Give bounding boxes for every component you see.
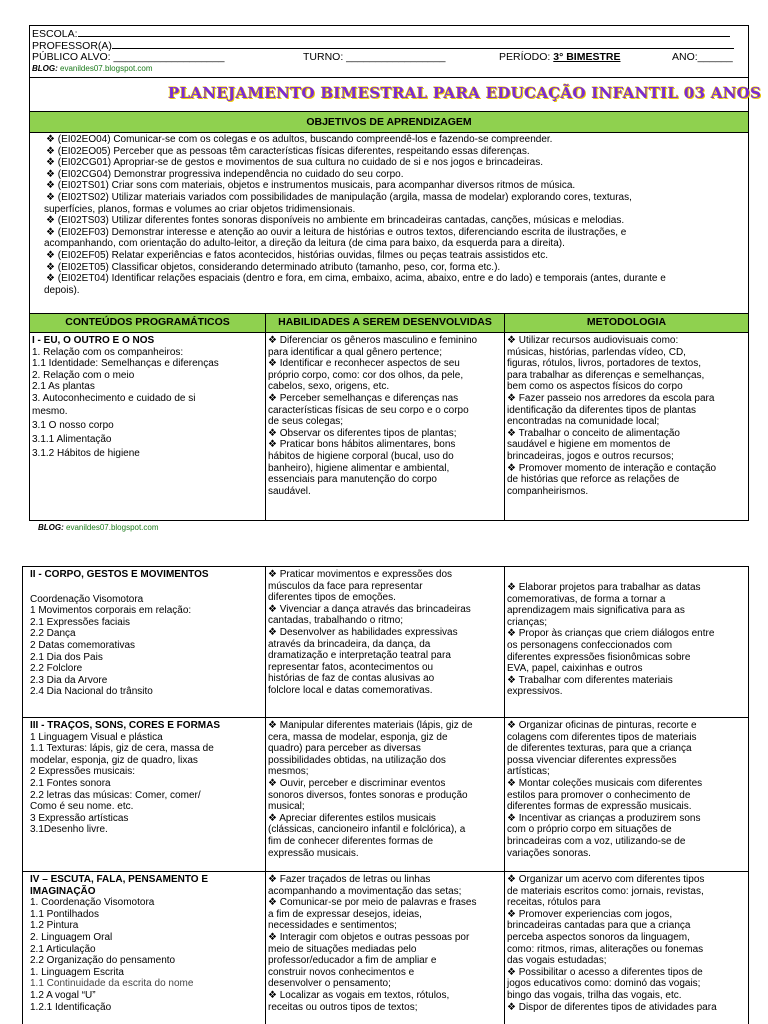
content-line: 3.1.1 Alimentação	[32, 433, 112, 445]
skill-line: ❖ Identificar e reconhecer aspectos de seu	[268, 358, 460, 370]
content-line: modelar, esponja, giz de quadro, lixas	[30, 754, 198, 766]
objective-line: ❖ (EI02EF05) Relatar experiências e fatos acontecidos, histórias ouvidas, filmes ou peças teatrais assistidos etc.	[46, 249, 548, 261]
skill-line: ❖ Manipular diferentes materiais (lápis, giz de	[268, 720, 473, 731]
method-line: ❖ Trabalhar com diferentes materiais	[507, 674, 673, 686]
skill-line: mesmos;	[268, 766, 309, 778]
method-line: possa vivenciar diferentes expressões	[507, 754, 677, 766]
frame-bottom	[29, 520, 749, 521]
teacher-field: PROFESSOR(A)	[32, 39, 734, 52]
method-line: ❖ Montar coleções musicais com diferentes	[507, 777, 703, 789]
method-line: com o próprio corpo em situações de	[507, 824, 672, 836]
method-line: ❖ Trabalhar o conceito de alimentação	[507, 427, 680, 439]
skill-line: ❖ Diferenciar os gêneros masculino e feminino	[268, 335, 478, 346]
method-line: perceba aspectos sonoros da linguagem,	[507, 931, 690, 943]
method-line: artísticas;	[507, 766, 550, 778]
period-value: 3° BIMESTRE	[553, 51, 621, 63]
skill-line: cabelos, sexo, origens, etc.	[268, 381, 390, 393]
row1-skills	[268, 335, 477, 497]
method-line: estilos para promover o conhecimento de	[507, 789, 691, 801]
row4-methodology	[507, 874, 717, 1013]
content-line: 2.3 Dia da Arvore	[30, 674, 108, 686]
method-line: ❖ Possibilitar o acesso a diferentes tipos de	[507, 966, 703, 978]
skill-line: de seus colegas;	[268, 416, 344, 428]
method-line: companheirismos.	[507, 485, 589, 497]
content-line: 2.1 Expressões faciais	[30, 616, 131, 628]
content-line: 1.1 Continuidade da escrita do nome	[30, 978, 194, 990]
content-line: 2.2 Folclore	[30, 663, 83, 675]
skill-line: hábitos de higiene corporal (bucal, uso do	[268, 450, 454, 462]
objective-line: depois).	[44, 284, 80, 296]
row1-contents	[32, 335, 219, 461]
method-line: diferentes expressões fisionômicas sobre	[507, 651, 691, 663]
objective-line: superfícies, planos, formas e volumes ao criar objetos tridimensionais.	[44, 203, 356, 215]
skill-line: através da brincadeira, da dança, da	[268, 638, 431, 650]
content-line: Como é seu nome. etc.	[30, 801, 134, 813]
objectives-heading: OBJETIVOS DE APRENDIZAGEM	[306, 116, 472, 128]
method-line: ❖ Fazer passeio nos arredores da escola para	[507, 392, 715, 404]
skill-line: construir novos conhecimentos e	[268, 966, 415, 978]
row2-skills	[268, 569, 471, 697]
method-line: variações sonoras.	[507, 847, 591, 859]
method-line: crianças;	[507, 616, 548, 628]
content-line	[30, 581, 209, 594]
divider	[29, 77, 749, 78]
method-line: jogos educativos como: dominó das vogais;	[507, 978, 701, 990]
divider	[29, 132, 749, 133]
objective-line: ❖ (EI02TS02) Utilizar materiais variados com possibilidades de manipulação (argila, massa de modelar) explorando cores, texturas,	[46, 191, 632, 203]
frame-left	[29, 25, 30, 521]
method-line: ❖ Dispor de diferentes tipos de atividades para	[507, 1001, 717, 1013]
method-line: como: ritmos, rimas, aliterações ou fonemas	[507, 943, 704, 955]
content-line: 2 Datas comemorativas	[30, 639, 136, 651]
skill-line: ❖ Interagir com objetos e outras pessoas por	[268, 931, 470, 943]
content-line: 1.2.1 Identificação	[30, 1001, 112, 1013]
content-line: 1.2 Pintura	[30, 920, 79, 932]
objective-line: ❖ (EI02ET05) Classificar objetos, considerando determinado atributo (tamanho, peso, cor, forma etc.).	[46, 261, 501, 273]
method-line: bingo das vogais, trilha das vogais, etc.	[507, 989, 682, 1001]
column-heading-methodology: METODOLOGIA	[586, 316, 667, 328]
row-divider	[22, 871, 749, 872]
method-line: bem como os aspectos físicos do corpo	[507, 381, 683, 393]
skill-line: diferentes tipos de emoções.	[268, 592, 396, 604]
method-line: das vogais estudadas;	[507, 955, 607, 967]
method-line: ❖ Propor às crianças que criem diálogos entre	[507, 628, 715, 640]
skill-line: (clássicas, cancioneiro infantil e folclórica), a	[268, 824, 466, 836]
row-divider	[22, 717, 749, 718]
skill-line: meio de situações mediadas pelo	[268, 943, 417, 955]
skill-line: saudável.	[268, 485, 311, 497]
skill-line: representar fatos, acontecimentos ou	[268, 661, 434, 673]
skill-line: ❖ Comunicar-se por meio de palavras e frases	[268, 897, 477, 909]
content-line: 1.1 Texturas: lápis, giz de cera, massa de	[30, 743, 214, 755]
skill-line: desenvolver o pensamento;	[268, 978, 391, 990]
skill-line: possibilidades obtidas, na utilização dos	[268, 754, 446, 766]
row2-contents	[30, 569, 209, 698]
objective-line: ❖ (EI02ET04) Identificar relações espaciais (dentro e fora, em cima, embaixo, acima, abaixo, entre e do lado) e temporais (antes, durante e	[46, 273, 666, 285]
skill-line: ❖ Praticar bons hábitos alimentares, bons	[268, 439, 456, 451]
skill-line: ❖ Vivenciar a dança através das brincadeiras	[268, 603, 471, 615]
content-line: 2.1 Articulação	[30, 943, 96, 955]
method-line: de histórias que reforce as relações de	[507, 474, 680, 486]
column-heading-skills: HABILIDADES A SEREM DESENVOLVIDAS	[278, 316, 492, 328]
skill-line: próprio corpo, como: cor dos olhos, da pele,	[268, 369, 464, 381]
content-line: 1.2 A vogal “U”	[30, 989, 96, 1001]
method-line: encontradas na comunidade local;	[507, 416, 660, 428]
method-line: de diferentes texturas, para que a criança	[507, 743, 692, 755]
content-line: 3.1.2 Hábitos de higiene	[32, 447, 140, 459]
objective-line: ❖ (EI02CG04) Demonstrar progressiva independência no cuidado do seu corpo.	[46, 168, 404, 180]
skill-line: professor/educador a fim de ampliar e	[268, 955, 437, 967]
objective-line: acompanhando, com orientação do adulto-leitor, a direção da leitura (de cima para baixo, da esquerda para a direita).	[44, 238, 565, 250]
skill-line: ❖ Fazer traçados de letras ou linhas	[268, 874, 431, 885]
row2-methodology	[507, 569, 714, 698]
method-line: expressivos.	[507, 686, 563, 698]
content-line: 2.1 Fontes sonora	[30, 777, 111, 789]
content-line: 3.1 O nosso corpo	[32, 419, 114, 431]
skill-line: essenciais para manutenção do corpo	[268, 474, 437, 486]
public-field: PÚBLICO ALVO: ___________________	[32, 51, 225, 63]
content-line: 1 Linguagem Visual e plástica	[30, 731, 163, 743]
skill-line: cantadas, trabalhando o ritmo;	[268, 615, 404, 627]
footer-blog: BLOG: evanildes07.blogspot.com	[38, 523, 159, 532]
year-field: ANO:______	[672, 51, 733, 63]
content-line: Coordenação Visomotora	[30, 593, 144, 605]
content-line: 2 Expressões musicais:	[30, 766, 136, 778]
method-line: identificação da diferentes tipos de plantas	[507, 404, 697, 416]
content-line: 2.1 Dia dos Pais	[30, 651, 103, 663]
column-divider	[265, 313, 266, 521]
header-blog-url[interactable]: evanildes07.blogspot.com	[60, 64, 153, 73]
method-line: ❖ Elaborar projetos para trabalhar as datas	[507, 582, 701, 593]
row3-skills	[268, 720, 473, 859]
content-line: 1. Coordenação Visomotora	[30, 897, 155, 909]
method-line: brincadeiras, jogos e outros recursos;	[507, 450, 674, 462]
column-divider	[504, 566, 505, 1024]
content-line: 1.1 Pontilhados	[30, 908, 99, 920]
content-line: 2. Linguagem Oral	[30, 931, 113, 943]
method-line: os personagens confeccionados com	[507, 639, 673, 651]
frame-right	[748, 566, 749, 1024]
method-line: ❖ Organizar oficinas de pinturas, recorte e	[507, 720, 697, 731]
method-line: receitas, rótulos para	[507, 897, 601, 909]
row3-contents	[30, 720, 220, 836]
row3-methodology	[507, 720, 702, 859]
objective-line: ❖ (EI02CG01) Apropriar-se de gestos e movimentos de sua cultura no cuidado de si e nos jogos e brincadeiras.	[46, 157, 544, 169]
method-line: ❖ Promover momento de interação e contação	[507, 462, 717, 474]
method-line: ❖ Promover experiencias com jogos,	[507, 908, 673, 920]
method-line: figuras, rótulos, livros, portadores de textos,	[507, 358, 701, 370]
method-line: ❖ Incentivar as crianças a produzirem sons	[507, 812, 701, 824]
content-line: 3. Autoconhecimento e cuidado de si	[32, 392, 196, 404]
method-line: ❖ Organizar um acervo com diferentes tipos	[507, 874, 705, 885]
skill-line: características físicas de seu corpo e o corpo	[268, 404, 469, 416]
skill-line: ❖ Praticar movimentos e expressões dos	[268, 569, 453, 580]
skill-line: ❖ Localizar as vogais em textos, rótulos,	[268, 989, 450, 1001]
skill-line: a fim de expressar desejos, ideias,	[268, 908, 422, 920]
method-line: brincadeiras cantadas para que a criança	[507, 920, 691, 932]
skill-line: ❖ Perceber semelhanças e diferenças nas	[268, 392, 459, 404]
objective-line: ❖ (EI02EF03) Demonstrar interesse e atenção ao ouvir a leitura de histórias e outros textos, diferenciando escrita de ilustrações, e	[46, 226, 627, 238]
skill-line: banheiro), higiene alimentar e ambiental,	[268, 462, 450, 474]
skill-line: acompanhando a movimentação das setas;	[268, 885, 462, 897]
page-title: PLANEJAMENTO BIMESTRAL PARA EDUCAÇÃO INFANTIL 03 ANOS	[168, 84, 762, 102]
method-line: diferentes formas de expressão musicais.	[507, 801, 692, 813]
content-line: 3.1Desenho livre.	[30, 824, 108, 836]
method-line: comemorativas, de forma a tornar a	[507, 593, 666, 605]
column-heading-contents: CONTEÚDOS PROGRAMÁTICOS	[65, 316, 230, 328]
skill-line: quadro) para perceber as diversas	[268, 743, 421, 755]
frame-left	[22, 566, 23, 1024]
skill-line: folclore local e datas comemorativas.	[268, 684, 433, 696]
method-line: EVA, papel, caixinhas e outros	[507, 663, 643, 675]
method-line: saudável e higiene em momentos de	[507, 439, 671, 451]
skill-line: expressão musicais.	[268, 847, 359, 859]
period-field: PERÍODO: 3° BIMESTRE	[499, 51, 621, 63]
objective-line: ❖ (EI02TS01) Criar sons com materiais, objetos e instrumentos musicais, para acompanhar diversos ritmos de música.	[46, 180, 576, 192]
skill-line: músculos da face para representar	[268, 580, 423, 592]
objective-line: ❖ (EI02TS03) Utilizar diferentes fontes sonoras disponíveis no ambiente em brincadeiras cantadas, canções, músicas e melodias.	[46, 215, 625, 227]
frame-top	[29, 25, 749, 26]
section-title: IV – ESCUTA, FALA, PENSAMENTO E	[30, 874, 208, 885]
objective-line: ❖ (EI02EO04) Comunicar-se com os colegas e os adultos, buscando compreendê-los e fazendo-se compreender.	[46, 134, 553, 145]
section-title: III - TRAÇOS, SONS, CORES E FORMAS	[30, 720, 221, 731]
skill-line: musical;	[268, 801, 305, 813]
content-line: 2.4 Dia Nacional do trânsito	[30, 686, 153, 698]
content-line: 2.1 As plantas	[32, 381, 95, 393]
method-line: brincadeiras com a voz, utilizando-se de	[507, 835, 686, 847]
header-blog: BLOG: evanildes07.blogspot.com	[32, 64, 153, 73]
content-line: 1.1 Identidade: Semelhanças e diferenças	[32, 358, 219, 370]
row1-methodology	[507, 335, 716, 497]
footer-blog-url[interactable]: evanildes07.blogspot.com	[66, 523, 159, 532]
skill-line: ❖ Apreciar diferentes estilos musicais	[268, 812, 436, 824]
skill-line: histórias de faz de contas alusivas ao	[268, 673, 435, 685]
shift-field: TURNO: _________________	[303, 51, 446, 63]
method-line	[507, 569, 714, 582]
row4-skills	[268, 874, 477, 1013]
content-line: 2. Relação com o meio	[32, 369, 135, 381]
column-divider	[504, 313, 505, 521]
content-line: 1. Relação com os companheiros:	[32, 346, 184, 358]
skill-line: ❖ Desenvolver as habilidades expressivas	[268, 626, 458, 638]
skill-line: necessidades e sentimentos;	[268, 920, 397, 932]
method-line: colagens com diferentes tipos de materiais	[507, 731, 697, 743]
method-line: ❖ Utilizar recursos audiovisuais como:	[507, 335, 679, 346]
content-line: 3 Expressão artísticas	[30, 812, 129, 824]
objective-line: ❖ (EI02EO05) Perceber que as pessoas têm características físicas diferentes, respeitando essas diferenças.	[46, 145, 530, 157]
skill-line: cera, massa de modelar, esponja, giz de	[268, 731, 448, 743]
content-line: 2.2 letras das músicas: Comer, comer/	[30, 789, 201, 801]
objectives-list	[46, 134, 666, 296]
content-line: 2.2 Organização do pensamento	[30, 955, 176, 967]
method-line: aprendizagem mais significativa para as	[507, 605, 685, 617]
skill-line: dramatização e interpretação teatral para	[268, 650, 451, 662]
content-line: 2.2 Dança	[30, 628, 76, 640]
divider	[29, 332, 749, 333]
skill-line: para identificar a qual gênero pertence;	[268, 346, 443, 358]
skill-line: ❖ Ouvir, perceber e discriminar eventos	[268, 777, 446, 789]
skill-line: fim de conhecer diferentes formas de	[268, 835, 434, 847]
row4-contents	[30, 874, 208, 1013]
column-divider	[265, 566, 266, 1024]
skill-line: receitas ou outros tipos de textos;	[268, 1001, 418, 1013]
method-line: para trabalhar as diferenças e semelhanças,	[507, 369, 705, 381]
content-line: mesmo.	[32, 405, 68, 417]
skill-line: sonoros diversos, fontes sonoras e produção	[268, 789, 468, 801]
section-title: II - CORPO, GESTOS E MOVIMENTOS	[30, 569, 209, 580]
frame-top	[22, 566, 749, 567]
school-field: ESCOLA:	[32, 27, 730, 40]
method-line: de materiais escritos como: jornais, revistas,	[507, 885, 704, 897]
skill-line: ❖ Observar os diferentes tipos de plantas;	[268, 427, 457, 439]
method-line: músicas, histórias, parlendas vídeo, CD,	[507, 346, 686, 358]
content-line: 1 Movimentos corporais em relação:	[30, 605, 192, 617]
section-title: IMAGINAÇÃO	[30, 885, 96, 897]
section-title: I - EU, O OUTRO E O NOS	[32, 335, 155, 346]
content-line: 1. Linguagem Escrita	[30, 966, 124, 978]
